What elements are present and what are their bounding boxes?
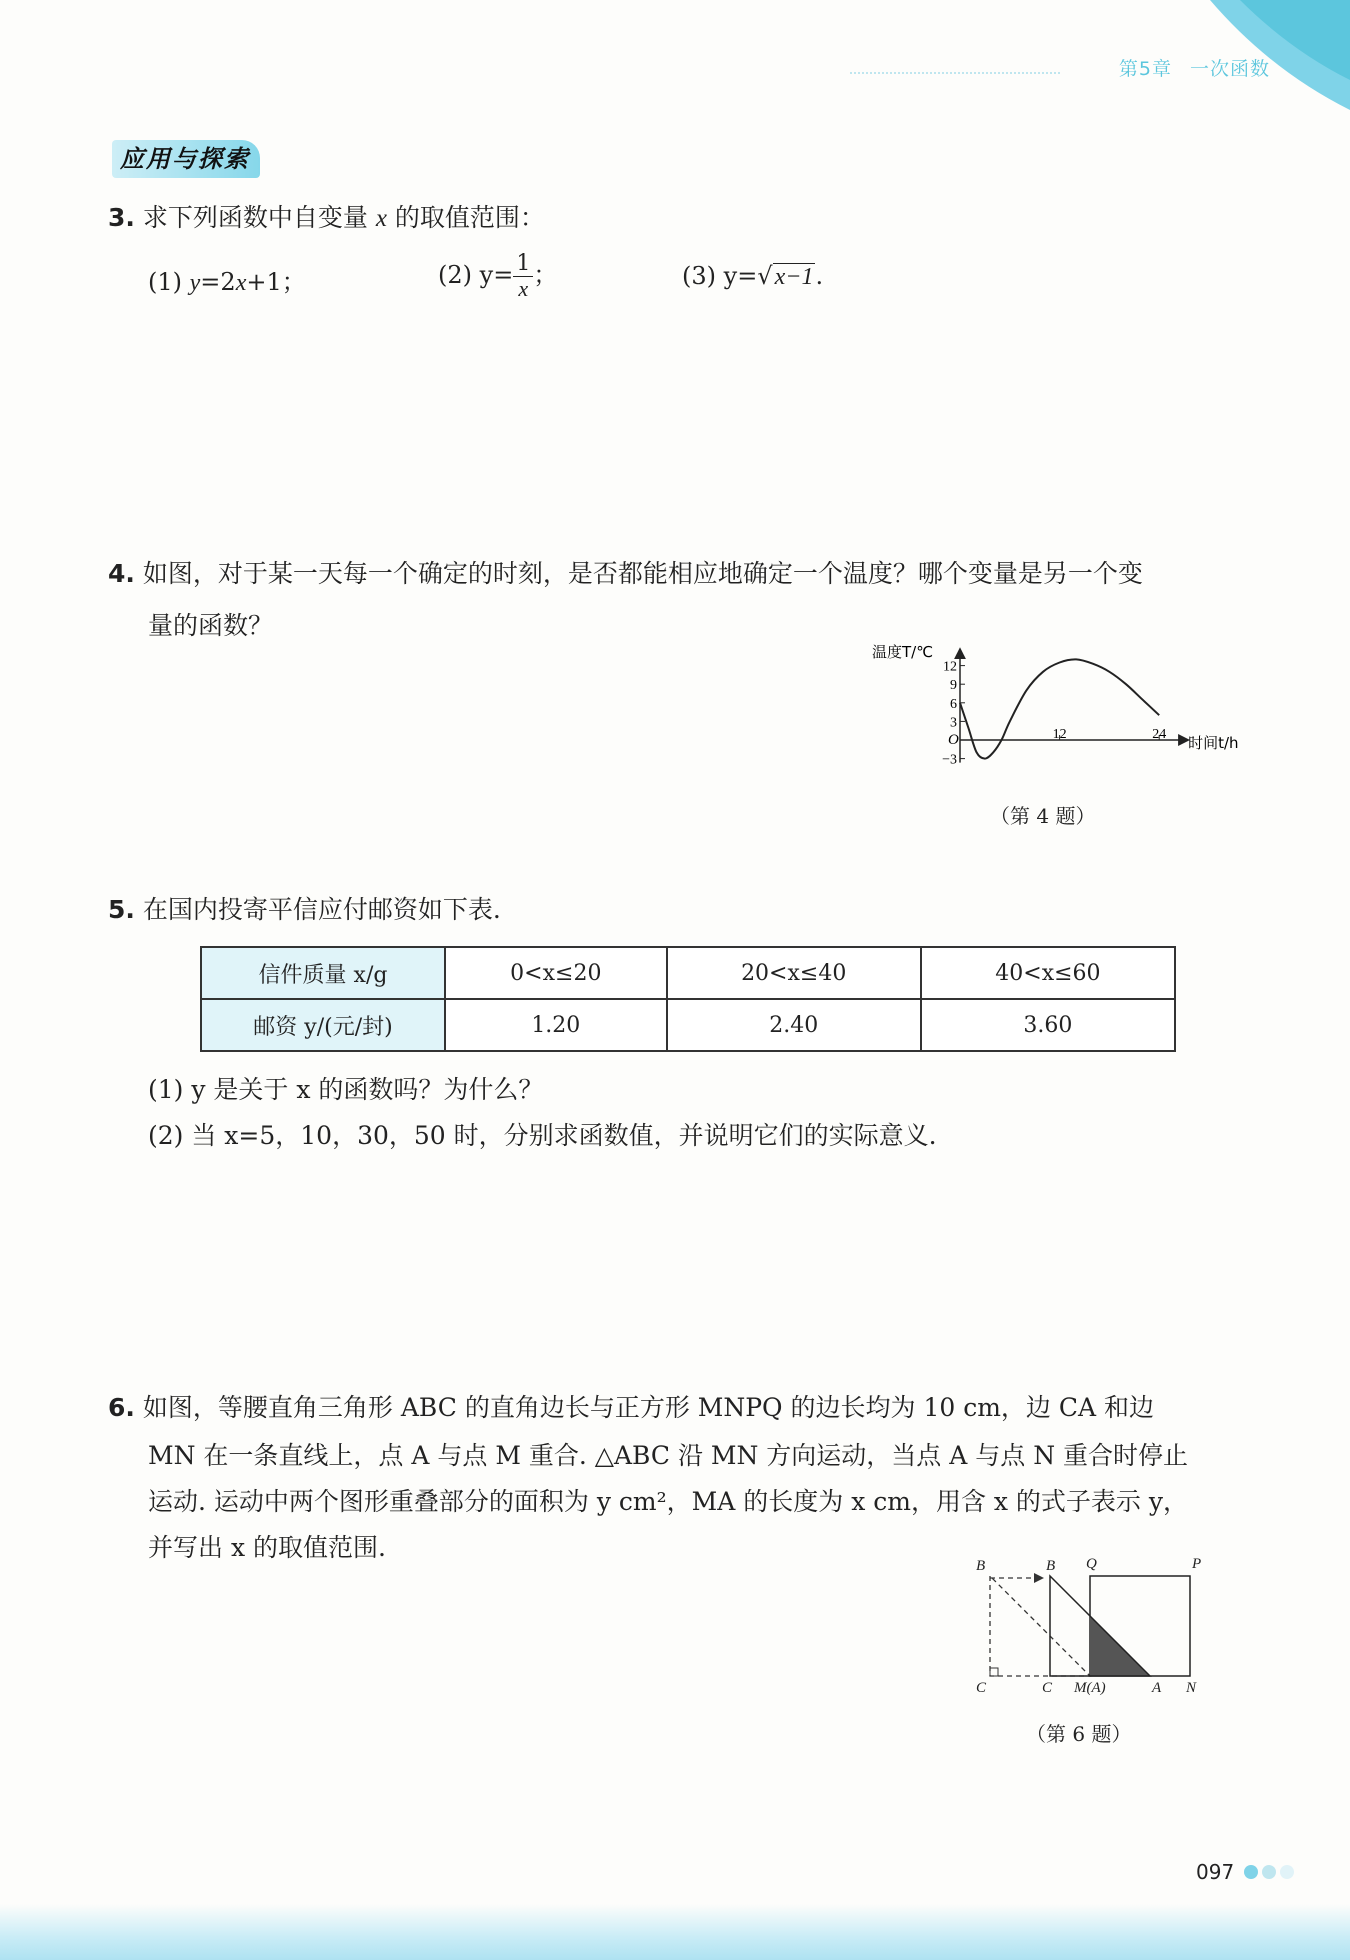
question-4 xyxy=(108,552,1238,596)
chapter-title: 一次函数 xyxy=(1189,58,1270,80)
chart-x-tick-label: 24 xyxy=(1152,727,1167,742)
q3-part-3 xyxy=(682,262,823,291)
q5-sub-2: (2) 当 x=5，10，30，50 时，分别求函数值，并说明它们的实际意义. xyxy=(148,1121,937,1150)
q3-p1-y: y xyxy=(189,270,201,296)
label-b1: B xyxy=(976,1558,986,1574)
q6-line-3: 运动. 运动中两个图形重叠部分的面积为 y cm²，MA 的长度为 x cm，用含 x 的式子表示 y， xyxy=(148,1487,1189,1516)
q5-text: 在国内投寄平信应付邮资如下表. xyxy=(142,895,501,924)
q3-p1-label: (1) xyxy=(148,268,182,296)
page-number: 097 xyxy=(1196,1860,1235,1884)
label-a: A xyxy=(1152,1680,1162,1696)
chart-y-label: 温度T/℃ xyxy=(872,643,934,662)
table-header-cell: 信件质量 x/g xyxy=(201,947,445,999)
chart-y-tick-label: −3 xyxy=(942,752,957,768)
geometry-figure xyxy=(960,1548,1220,1698)
chart-y-tick-label: 9 xyxy=(950,678,957,694)
chapter-number: 第5章 xyxy=(1118,58,1172,80)
q3-p2-tail: ； xyxy=(533,261,558,289)
temperature-chart xyxy=(870,620,1239,780)
label-p: P xyxy=(1192,1556,1202,1572)
q3-p3-label: (3) xyxy=(682,262,716,290)
q3-p3-lhs: y=√ xyxy=(723,262,773,290)
chapter-header xyxy=(1119,54,1270,81)
chart-origin-label: O xyxy=(948,732,959,748)
q3-p2-label: (2) xyxy=(438,261,472,289)
q3-text-pre: 求下列函数中自变量 xyxy=(142,203,376,232)
question-number: 4. xyxy=(108,559,135,588)
chart-y-tick-label: 6 xyxy=(950,696,957,712)
table-cell: 2.40 xyxy=(667,999,921,1051)
q6-line-4: 并写出 x 的取值范围. xyxy=(148,1533,386,1562)
chart-x-tick-label: 12 xyxy=(1052,727,1067,742)
frac-den: x xyxy=(518,276,529,301)
label-c1: C xyxy=(976,1680,987,1696)
label-n: N xyxy=(1186,1680,1197,1696)
table-cell: 20<x≤40 xyxy=(667,947,921,999)
chart-y-tick-label: 12 xyxy=(943,659,957,675)
q3-part-2 xyxy=(438,252,557,301)
label-c2: C xyxy=(1042,1680,1053,1696)
right-angle-mark xyxy=(990,1668,998,1676)
question-3 xyxy=(108,196,1238,241)
page-number-decoration xyxy=(1244,1864,1298,1883)
q3-p1-expr: =2 xyxy=(200,268,236,296)
q6-line-2: MN 在一条直线上，点 A 与点 M 重合. △ABC 沿 MN 方向运动，当点 A 与点 N 重合时停止 xyxy=(148,1441,1189,1470)
motion-arrow-head xyxy=(1034,1573,1044,1583)
question-number: 3. xyxy=(108,203,135,232)
q6-caption: （第 6 题） xyxy=(1026,1722,1132,1746)
chart-x-label: 时间t/h xyxy=(1188,734,1239,752)
chart-y-tick-label: 3 xyxy=(950,715,957,731)
q3-var: x xyxy=(375,205,387,232)
frac-num: 1 xyxy=(513,252,533,277)
table-cell: 3.60 xyxy=(921,999,1175,1051)
q5-sub-1: (1) y 是关于 x 的函数吗？为什么？ xyxy=(148,1075,544,1104)
fraction xyxy=(513,252,533,301)
label-ma: M(A) xyxy=(1074,1680,1106,1696)
q3-p1-x: x xyxy=(235,270,247,296)
chart-series-line xyxy=(960,659,1159,758)
table-row xyxy=(201,999,1175,1051)
q4-line-1: 如图，对于某一天每一个确定的时刻，是否都能相应地确定一个温度？哪个变量是另一个变 xyxy=(142,559,1143,588)
question-number: 6. xyxy=(108,1393,135,1422)
q6-line-1: 如图，等腰直角三角形 ABC 的直角边长与正方形 MNPQ 的边长均为 10 cm，边 CA 和边 xyxy=(142,1393,1154,1422)
table-header-cell: 邮资 y/(元/封) xyxy=(201,999,445,1051)
q4-caption: （第 4 题） xyxy=(990,804,1096,828)
table-cell: 1.20 xyxy=(445,999,667,1051)
footer-band xyxy=(0,1904,1350,1960)
table-cell: 0<x≤20 xyxy=(445,947,667,999)
header-dotted-line xyxy=(850,72,1060,74)
table-row xyxy=(201,947,1175,999)
question-6 xyxy=(108,1386,1238,1430)
q3-p3-tail: . xyxy=(815,262,824,290)
q3-p2-lhs: y= xyxy=(479,261,514,289)
q3-text-post: 的取值范围： xyxy=(386,203,545,232)
label-b2: B xyxy=(1046,1558,1056,1574)
section-title: 应用与探索 xyxy=(112,140,260,178)
table-cell: 40<x≤60 xyxy=(921,947,1175,999)
original-triangle xyxy=(990,1576,1090,1676)
q3-p1-tail: +1； xyxy=(246,268,306,296)
label-q: Q xyxy=(1086,1556,1097,1572)
question-number: 5. xyxy=(108,895,135,924)
q3-part-1 xyxy=(148,262,306,297)
q4-line-2: 量的函数？ xyxy=(148,611,274,640)
question-5 xyxy=(108,888,1238,932)
postage-table xyxy=(200,946,1176,1052)
sqrt-radicand: x−1 xyxy=(774,264,814,290)
